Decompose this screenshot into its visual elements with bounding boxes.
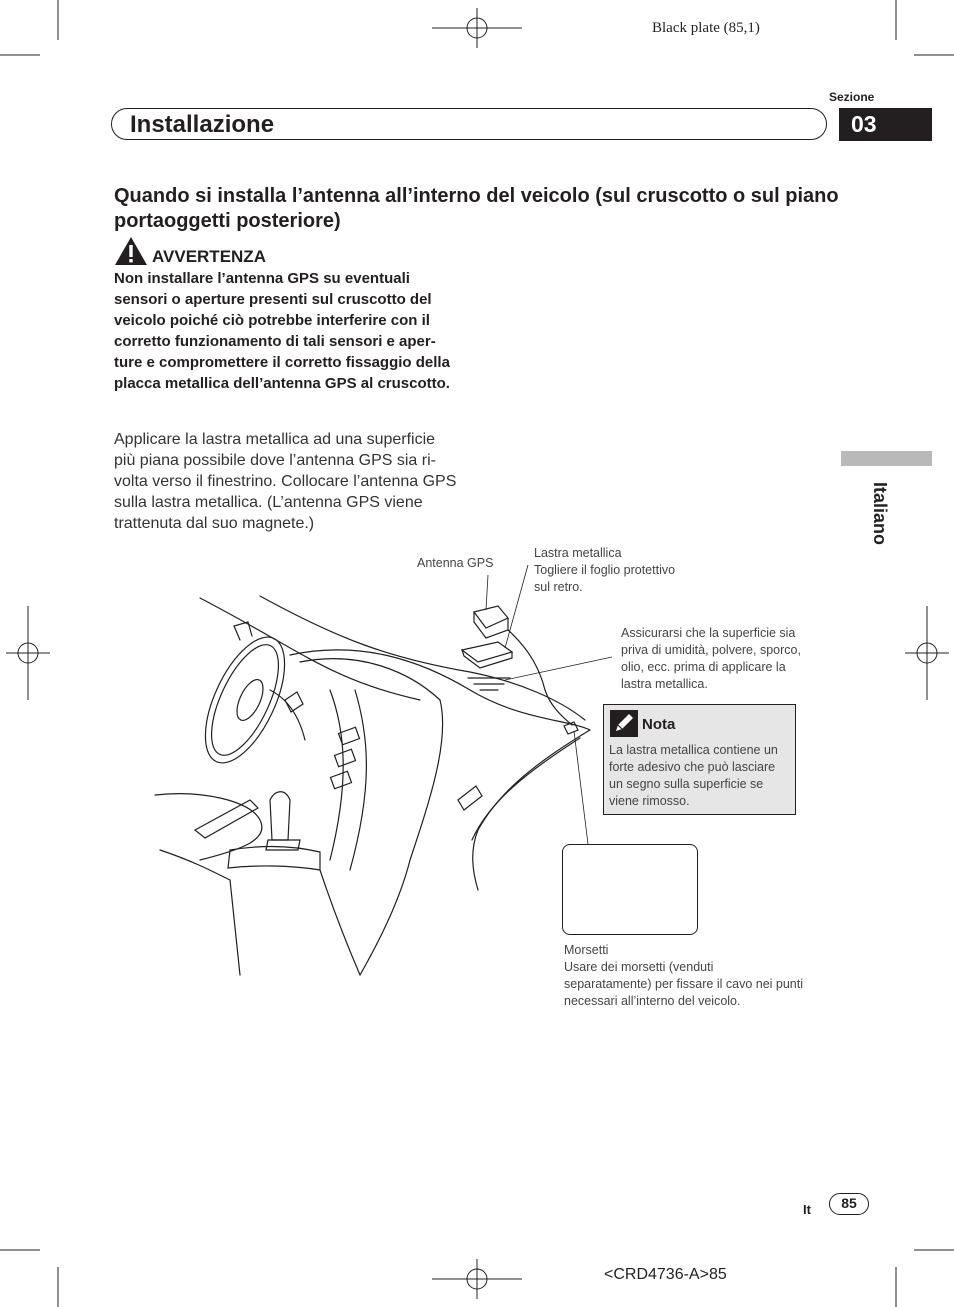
page-title: Installazione [130,111,275,138]
metal-plate-label: Lastra metallica [534,546,622,560]
antenna-label: Antenna GPS [417,556,494,570]
section-label: Sezione [829,90,875,104]
language-tab [841,451,932,466]
leader-lines [486,565,612,844]
surface-caption: Assicurarsi che la superficie sia priva di umidità, polvere, sporco, olio, ecc. prima di applicare la lastra metallica. [621,626,801,691]
document-code: <CRD4736-A>85 [604,1266,727,1283]
section-number-badge: 03 [839,108,932,141]
page-number: 85 [829,1193,869,1215]
warning-title: AVVERTENZA [152,247,266,266]
clips-caption [564,942,804,1010]
instruction-text: Applicare la lastra metallica ad una superficie più piana possibile dove l’antenna GPS sia ri- volta verso il finestrino. Collocare l’antenna GPS sulla lastra metallica. (L’antenna GPS viene trattenuta dal suo magnete.) [114,431,457,532]
section-subtitle: Quando si installa l’antenna all’interno del veicolo (sul cruscotto o sul piano portaoggetti posteriore) [114,185,839,232]
clip-detail-box [562,844,698,935]
note-text: La lastra metallica contiene un forte adesivo che può lasciare un segno sulla superficie se viene rimosso. [609,743,778,808]
clips-text: Usare dei morsetti (venduti separatamente) per fissare il cavo nei punti necessari all’interno del veicolo. [564,960,804,1008]
warning-icon [114,236,148,266]
metal-plate-note: Togliere il foglio protettivo sul retro. [534,563,676,594]
pencil-note-icon [610,710,638,737]
plate-label: Black plate (85,1) [652,20,760,36]
language-code: It [803,1202,811,1217]
car-interior-drawing [155,596,590,975]
warning-body: Non installare l’antenna GPS su eventuali sensori o aperture presenti sul cruscotto del veicolo poiché ciò potrebbe interferire con il corretto funzionamento di tali sensori e aper- ture e compromettere il corretto fissaggio della placca metallica dell’antenna GPS al cruscotto. [114,270,450,392]
note-title: Nota [642,716,676,733]
language-label: Italiano [870,482,890,546]
metal-plate-caption [534,545,684,596]
clips-label: Morsetti [564,943,609,957]
